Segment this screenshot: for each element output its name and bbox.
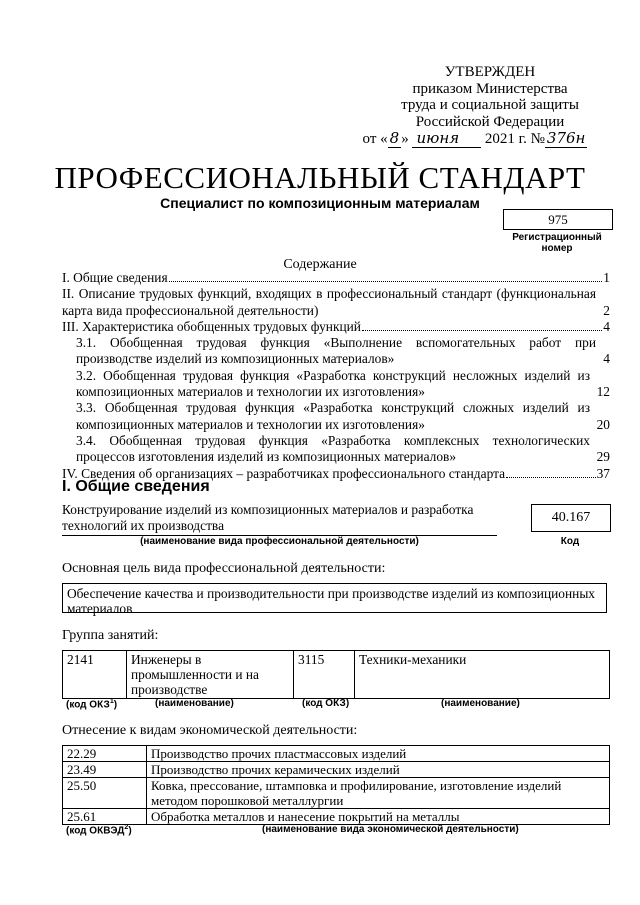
order-year: 2021 г. № bbox=[484, 131, 545, 147]
toc-item-title: 3.2. Обобщенная трудовая функция «Разработка конструкций несложных изделий из композиционных материалов и технологии их изготовления» bbox=[76, 367, 590, 400]
approval-line-4: Российской Федерации bbox=[415, 113, 565, 130]
toc-item[interactable] bbox=[62, 368, 610, 401]
goal-label: Основная цель вида профессиональной деятельности: bbox=[62, 561, 386, 576]
occ-name-caption-2: (наименование) bbox=[441, 698, 520, 709]
toc-item-title: 3.1. Обобщенная трудовая функция «Выполнение вспомогательных работ при производстве изделий из композиционных материалов» bbox=[76, 335, 596, 367]
occ-code-caption-end: ) bbox=[113, 699, 118, 711]
toc-item-page: 4 bbox=[603, 318, 610, 334]
toc-item[interactable] bbox=[62, 335, 610, 368]
approval-line-1: УТВЕРЖДЕН bbox=[444, 64, 536, 80]
approval-line-2: приказом Министерства bbox=[412, 80, 568, 97]
approval-line-3: труда и социальной защиты bbox=[401, 97, 579, 113]
toc-item-page: 37 bbox=[596, 465, 610, 481]
toc-item[interactable] bbox=[62, 270, 610, 286]
toc-dot-leader bbox=[506, 477, 596, 478]
order-date-line bbox=[360, 130, 590, 148]
table-row bbox=[63, 746, 610, 762]
okved-name-cell: Ковка, прессование, штамповка и профилирование, изготовление изделий методом порошковой металлургии bbox=[147, 778, 610, 809]
okved-name-cell: Обработка металлов и нанесение покрытий на металлы bbox=[147, 809, 610, 825]
okved-code-caption-end: ) bbox=[128, 825, 132, 837]
okved-label: Отнесение к видам экономической деятельности: bbox=[62, 723, 358, 738]
okved-name-caption: (наименование вида экономической деятельности) bbox=[262, 824, 519, 835]
footnote-1: 1 bbox=[109, 698, 114, 705]
table-of-contents bbox=[62, 270, 610, 482]
toc-item-page: 4 bbox=[603, 351, 610, 367]
table-row bbox=[63, 809, 610, 825]
activity-code-caption: Код bbox=[560, 536, 580, 547]
toc-item-title: I. Общие сведения bbox=[62, 270, 168, 285]
goal-box: Обеспечение качества и производительности при производстве изделий из композиционных материалов bbox=[62, 583, 607, 613]
toc-item-title: III. Характеристика обобщенных трудовых функций bbox=[62, 318, 361, 334]
toc-item-title: 3.3. Обобщенная трудовая функция «Разработка конструкций сложных изделий из композиционных материалов и технологии их изготовления» bbox=[76, 400, 590, 432]
activity-caption: (наименование вида профессиональной деятельности) bbox=[140, 536, 419, 547]
activity-code-box: 40.167 bbox=[531, 504, 611, 532]
occupations-label: Группа занятий: bbox=[62, 628, 159, 643]
occ-code-cell: 2141 bbox=[63, 651, 127, 699]
table-row bbox=[63, 651, 610, 699]
registration-number-caption: Регистрационный номер bbox=[512, 232, 602, 254]
toc-item-page: 1 bbox=[603, 270, 610, 285]
okved-code-caption-text: (код ОКВЭД bbox=[66, 825, 125, 837]
occ-name-caption: (наименование) bbox=[155, 698, 234, 709]
occupations-table bbox=[62, 650, 610, 699]
section-heading: I. Общие сведения bbox=[62, 478, 210, 495]
okved-code-caption bbox=[66, 824, 132, 836]
toc-item-page: 29 bbox=[596, 449, 610, 465]
toc-item-title: II. Описание трудовых функций, входящих в профессиональный стандарт (функциональная карта вида профессиональной деятельности) bbox=[62, 286, 596, 318]
okved-code-cell: 25.50 bbox=[63, 778, 147, 809]
approval-block bbox=[362, 64, 590, 148]
okved-table bbox=[62, 745, 610, 825]
toc-dot-leader bbox=[362, 330, 602, 331]
handwritten-day: 8 bbox=[389, 129, 400, 147]
okved-code-cell: 25.61 bbox=[63, 809, 147, 825]
okved-code-cell: 22.29 bbox=[63, 746, 147, 762]
toc-item-page: 12 bbox=[596, 384, 610, 400]
date-prefix: от « bbox=[362, 131, 388, 147]
occ-name-cell: Техники-механики bbox=[355, 651, 610, 699]
toc-item[interactable] bbox=[62, 433, 610, 466]
okved-name-cell: Производство прочих керамических изделий bbox=[147, 762, 610, 778]
toc-item-title: 3.4. Обобщенная трудовая функция «Разработка комплексных технологических процессов изготовления изделий из композиционных материалов» bbox=[76, 432, 590, 465]
footnote-2: 2 bbox=[124, 824, 129, 831]
toc-item[interactable] bbox=[62, 319, 610, 335]
table-row bbox=[63, 778, 610, 809]
page-title: ПРОФЕССИОНАЛЬНЫЙ СТАНДАРТ bbox=[54, 160, 586, 195]
toc-item-page: 2 bbox=[603, 302, 610, 318]
registration-number-box: 975 bbox=[503, 209, 613, 230]
toc-item-page: 20 bbox=[596, 416, 610, 432]
table-row bbox=[63, 762, 610, 778]
occ-code-caption-text: (код ОКЗ bbox=[66, 699, 110, 711]
occ-code-caption-2: (код ОКЗ) bbox=[302, 698, 350, 709]
handwritten-order-number: 376н bbox=[546, 129, 586, 147]
contents-heading: Содержание bbox=[283, 257, 357, 272]
occ-name-cell: Инженеры в промышленности и на производстве bbox=[127, 651, 294, 699]
okved-code-cell: 23.49 bbox=[63, 762, 147, 778]
toc-item[interactable] bbox=[62, 400, 610, 433]
date-mid: » bbox=[401, 131, 413, 147]
toc-dot-leader bbox=[169, 281, 603, 282]
occ-code-cell: 3115 bbox=[294, 651, 355, 699]
activity-name: Конструирование изделий из композиционных материалов и разработка технологий их производства bbox=[62, 502, 497, 536]
standard-subtitle: Специалист по композиционным материалам bbox=[160, 195, 480, 211]
toc-item[interactable] bbox=[62, 286, 610, 319]
occ-code-caption bbox=[66, 698, 117, 710]
handwritten-month: июня bbox=[412, 129, 481, 148]
toc-item-title: IV. Сведения об организациях – разработчиках профессионального стандарта bbox=[62, 465, 506, 481]
okved-name-cell: Производство прочих пластмассовых изделий bbox=[147, 746, 610, 762]
